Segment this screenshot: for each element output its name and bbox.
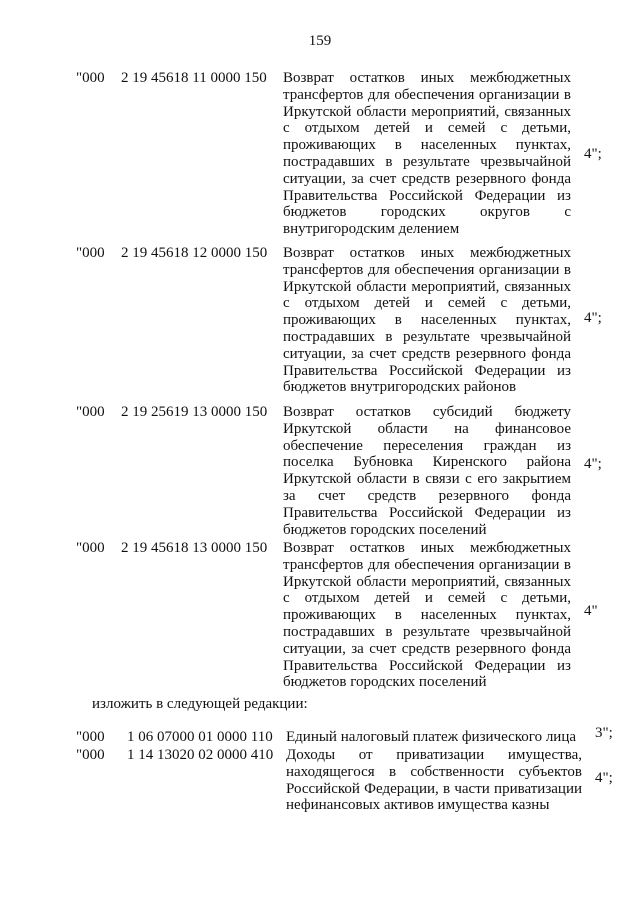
- row-prefix: "000: [76, 540, 105, 556]
- row-description: Доходы от приватизации имущества, находящегося в собственности субъектов Российской Федерации, в части приватизации нефинансовых активов имущества казны: [286, 747, 582, 814]
- row-description: Единый налоговый платеж физического лица: [286, 729, 577, 745]
- row-suffix: 4";: [584, 310, 602, 326]
- budget-code: 1 14 13020 02 0000 410: [127, 747, 274, 763]
- row-prefix: "000: [76, 404, 105, 420]
- budget-code: 2 19 45618 11 0000 150: [121, 70, 267, 86]
- row-description: Возврат остатков иных межбюджетных трансфертов для обеспечения организации в Иркутской области мероприятий, связанных с отдыхом детей и семей с детьми, проживающих в населенных пунктах, пострадавших в результате чрезвычайной ситуации, за счет средств резервного фонда Правительства Российской Федерации из бюджетов городских округов с внутригородским делением: [283, 70, 571, 238]
- budget-code: 2 19 25619 13 0000 150: [121, 404, 268, 420]
- row-description: Возврат остатков иных межбюджетных трансфертов для обеспечения организации в Иркутской области мероприятий, связанных с отдыхом детей и семей с детьми, проживающих в населенных пунктах, пострадавших в результате чрезвычайной ситуации, за счет средств резервного фонда Правительства Российской Федерации из бюджетов городских поселений: [283, 540, 571, 691]
- budget-code: 1 06 07000 01 0000 110: [127, 729, 273, 745]
- row-prefix: "000: [76, 747, 105, 763]
- row-prefix: "000: [76, 729, 105, 745]
- row-description: Возврат остатков субсидий бюджету Иркутской области на финансовое обеспечение переселения граждан из поселка Бубновка Киренского района Иркутской области в связи с его закрытием за счет средств резервного фонда Правительства Российской Федерации из бюджетов городских поселений: [283, 404, 571, 538]
- budget-code: 2 19 45618 13 0000 150: [121, 540, 268, 556]
- row-suffix: 4": [584, 603, 598, 619]
- row-suffix: 4";: [584, 146, 602, 162]
- page-number: 159: [308, 33, 332, 49]
- budget-code: 2 19 45618 12 0000 150: [121, 245, 268, 261]
- row-suffix: 3";: [595, 725, 613, 741]
- row-suffix: 4";: [584, 456, 602, 472]
- row-description: Возврат остатков иных межбюджетных трансфертов для обеспечения организации в Иркутской области мероприятий, связанных с отдыхом детей и семей с детьми, проживающих в населенных пунктах, пострадавших в результате чрезвычайной ситуации, за счет средств резервного фонда Правительства Российской Федерации из бюджетов внутригородских районов: [283, 245, 571, 396]
- row-prefix: "000: [76, 70, 105, 86]
- row-prefix: "000: [76, 245, 105, 261]
- row-suffix: 4";: [595, 770, 613, 786]
- instruction-text: изложить в следующей редакции:: [92, 696, 308, 712]
